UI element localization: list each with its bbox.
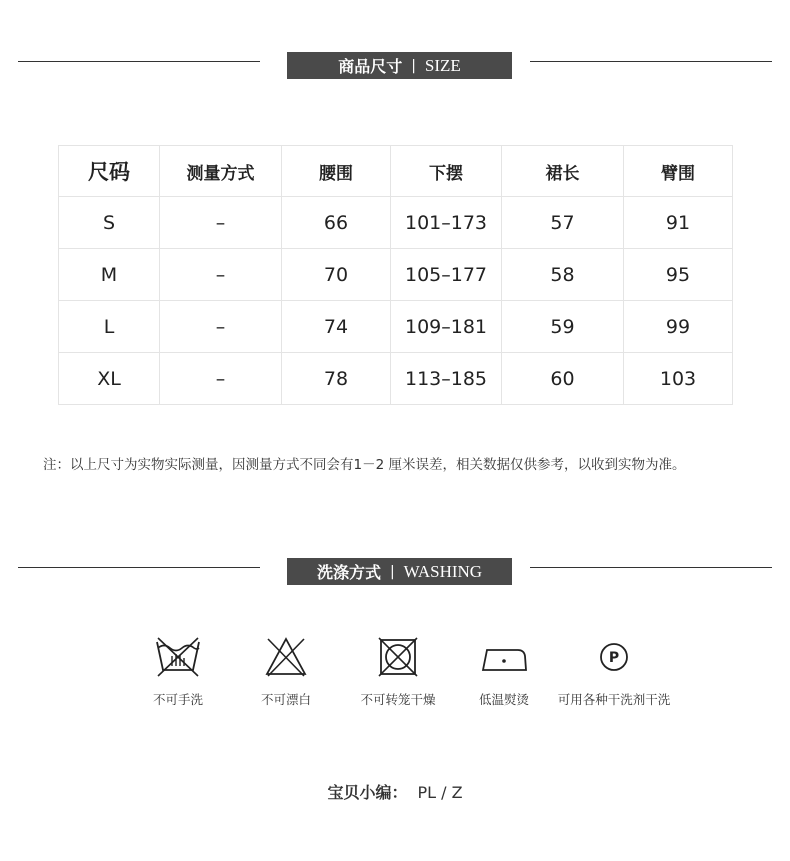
editor-label: 宝贝小编： (327, 783, 408, 802)
header-arm: 臂围 (624, 146, 733, 197)
header-hem: 下摆 (391, 146, 502, 197)
cell-waist: 66 (282, 197, 391, 249)
size-title-en: SIZE (424, 55, 461, 75)
care-item-dry-clean (544, 636, 684, 708)
washing-title-en: WASHING (403, 561, 483, 581)
cell-measure: – (160, 197, 282, 249)
table-row (59, 301, 733, 353)
cell-skirt-length: 57 (502, 197, 624, 249)
header-rule-left (18, 567, 260, 568)
cell-hem: 101–173 (391, 197, 502, 249)
size-note: 注：以上尺寸为实物实际测量，因测量方式不同会有1－2 厘米误差，相关数据仅供参考，以收到实物为准。 (43, 457, 686, 473)
size-banner (287, 52, 512, 79)
washing-section-header (0, 558, 790, 586)
header-rule-right (530, 61, 772, 62)
care-label-no-tumble-dry: 不可转笼干燥 (360, 692, 436, 707)
cell-arm: 103 (624, 353, 733, 405)
cell-hem: 113–185 (391, 353, 502, 405)
care-label-no-bleach: 不可漂白 (260, 692, 311, 707)
cell-waist: 78 (282, 353, 391, 405)
size-section-header (0, 52, 790, 80)
cell-waist: 70 (282, 249, 391, 301)
washing-banner (287, 558, 512, 585)
cell-skirt-length: 59 (502, 301, 624, 353)
header-waist: 腰围 (282, 146, 391, 197)
cell-measure: – (160, 301, 282, 353)
cell-waist: 74 (282, 301, 391, 353)
cell-skirt-length: 58 (502, 249, 624, 301)
header-measure-method: 测量方式 (160, 146, 282, 197)
care-label-dry-clean: 可用各种干洗剂干洗 (557, 692, 671, 707)
cell-hem: 109–181 (391, 301, 502, 353)
size-title-zh: 商品尺寸 (338, 57, 403, 76)
cell-measure: – (160, 353, 282, 405)
dry-clean-p-icon (593, 636, 635, 678)
cell-size: M (59, 249, 160, 301)
no-hand-wash-icon (154, 636, 202, 678)
dry-clean-p-letter: P (608, 650, 620, 666)
header-rule-left (18, 61, 260, 62)
care-label-no-hand-wash: 不可手洗 (152, 692, 203, 707)
cell-size: S (59, 197, 160, 249)
header-rule-right (530, 567, 772, 568)
no-bleach-icon (264, 636, 308, 678)
size-title-separator: | (411, 57, 416, 74)
table-row (59, 353, 733, 405)
cell-hem: 105–177 (391, 249, 502, 301)
low-iron-icon (480, 636, 528, 678)
washing-title-separator: | (389, 563, 395, 580)
cell-arm: 99 (624, 301, 733, 353)
editor-line (0, 780, 790, 803)
cell-measure: – (160, 249, 282, 301)
table-row (59, 249, 733, 301)
care-label-low-iron: 低温熨烫 (478, 692, 529, 707)
cell-size: XL (59, 353, 160, 405)
washing-title-zh: 洗涤方式 (316, 563, 381, 582)
editor-value: PL / Z (417, 783, 463, 802)
size-table (58, 145, 733, 405)
header-skirt-length: 裙长 (502, 146, 624, 197)
cell-size: L (59, 301, 160, 353)
no-tumble-dry-icon (377, 636, 419, 678)
size-table-header-row (59, 146, 733, 197)
cell-arm: 95 (624, 249, 733, 301)
cell-skirt-length: 60 (502, 353, 624, 405)
header-size: 尺码 (59, 146, 160, 197)
table-row (59, 197, 733, 249)
cell-arm: 91 (624, 197, 733, 249)
